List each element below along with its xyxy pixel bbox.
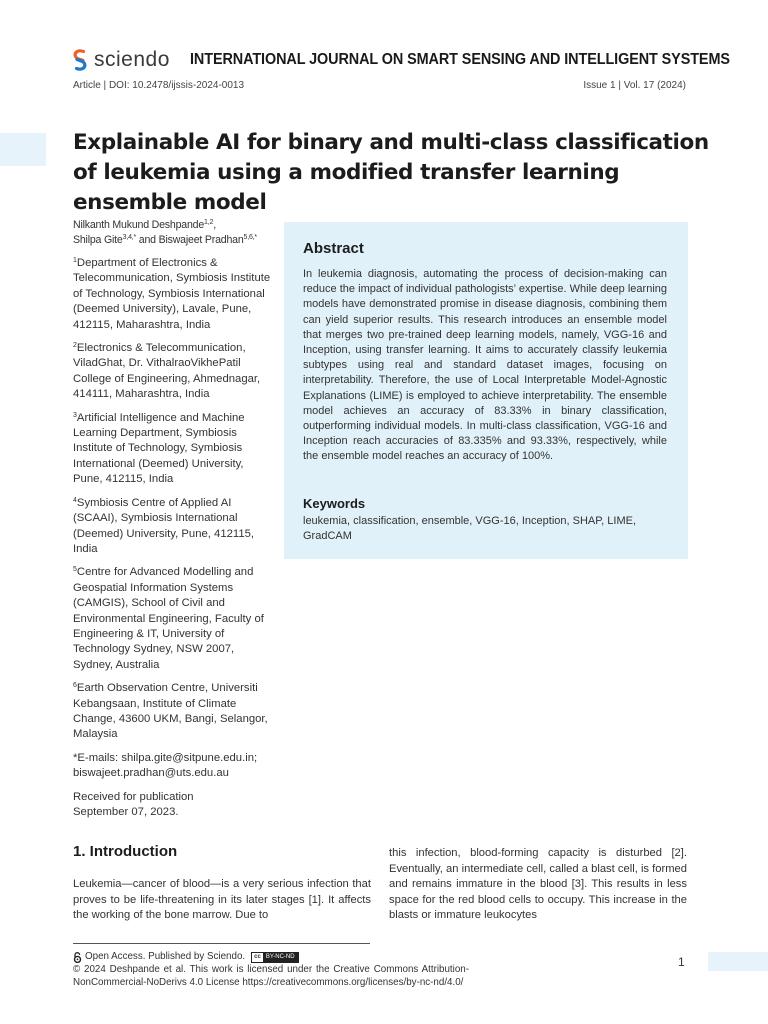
affiliation-text: Symbiosis Centre of Applied AI (SCAAI), Symbiosis International (Deemed) University, Pune, 412115, India: [73, 496, 255, 555]
open-access-lock-icon: [73, 952, 82, 963]
license-text: © 2024 Deshpande et al. This work is licensed under the Creative Commons Attribution-NonCommercial-NoDerivs 4.0 License https://creativecommons.org/licenses/by-nc-nd/4.0/: [73, 963, 469, 988]
publisher-name: sciendo: [94, 48, 170, 71]
decorative-accent-block: [0, 133, 46, 166]
affiliation-number: 6: [73, 682, 77, 690]
affiliation-text: Artificial Intelligence and Machine Learning Department, Symbiosis Institute of Technology, Symbiosis International (Deemed) University, Pune, 412115, India: [73, 411, 245, 486]
affiliation: [73, 565, 273, 673]
keywords-list: leukemia, classification, ensemble, VGG-16, Inception, SHAP, LIME, GradCAM: [303, 515, 637, 543]
email-line[interactable]: *E-mails: shilpa.gite@sitpune.edu.in;: [73, 751, 258, 764]
affiliation-number: 1: [73, 257, 77, 264]
keywords-heading: Keywords: [303, 496, 366, 511]
affiliation: [73, 341, 273, 403]
decorative-accent-block: [708, 952, 768, 971]
affiliation: [73, 496, 273, 558]
received-value: September 07, 2023.: [73, 806, 179, 818]
page-number: 1: [678, 955, 685, 969]
license-footer: [73, 951, 469, 989]
author-name: Biswajeet Pradhan: [158, 234, 244, 246]
abstract-body: In leukemia diagnosis, automating the process of decision-making can reduce the impact of individual pathologists’ expertise. While deep learning models have demonstrated promise in disease diagnosis, combining them can yield superior results. This research introduces an ensemble model that merges two pre-trained deep learning models, namely, VGG-16 and Inception, using transfer learning. It aims to accurately classify leukemia subtypes using real and standard dataset images, focusing on interpretability. Therefore, the use of Local Interpretable Model-Agnostic Explanations (LIME) is employed to achieve interpretability. The ensemble model achieves an accuracy of 83.33% in binary classification, outperforming individual models. In multi-class classification, VGG-16 and Inception reach accuracies of 83.335% and 93.33%, respectively, while the ensemble model reaches an accuracy of 100%.: [303, 268, 667, 463]
paper-title: Explainable AI for binary and multi-class classification of leukemia using a modified transfer learning ensemble model: [73, 130, 709, 215]
open-access-text: Open Access. Published by Sciendo.: [85, 951, 246, 962]
cc-license-type: BY-NC-ND: [263, 953, 298, 962]
author-separator: and: [136, 234, 159, 246]
author-separator: ,: [213, 219, 216, 231]
author-name: Shilpa Gite: [73, 234, 123, 246]
affiliation-number: 3: [73, 411, 77, 419]
received-date: [73, 790, 273, 821]
affiliation-text: Earth Observation Centre, Universiti Kebangsaan, Institute of Climate Change, 43600 UKM, Bangi, Selangor, Malaysia: [73, 682, 268, 741]
received-label: Received for publication: [73, 790, 194, 803]
affiliation-number: 5: [73, 566, 77, 574]
introduction-paragraph-right: this infection, blood-forming capacity is disturbed [2]. Eventually, an intermediate cell, called a blast cell, is formed and remains immature in the blood [3]. This results in less space for the red blood cells to occupy. This increase in the blasts or immature leukocytes: [389, 847, 687, 921]
cc-license-badge[interactable]: [251, 952, 298, 963]
sciendo-logo-icon: [72, 49, 88, 71]
abstract-heading: Abstract: [303, 240, 364, 257]
affiliation-text: Department of Electronics & Telecommunication, Symbiosis Institute of Technology, Symbiosis International (Deemed University), Lavale, Pune, 412115, Maharashtra, India: [73, 257, 271, 331]
affiliation-text: Electronics & Telecommunication, ViladGhat, Dr. VithalraoVikhePatil College of Engineering, Ahmednagar, 414111, Maharashtra, India: [73, 342, 261, 401]
contact-emails: [73, 751, 273, 782]
issue-volume: Issue 1 | Vol. 17 (2024): [583, 80, 686, 91]
email-line[interactable]: biswajeet.pradhan@uts.edu.au: [73, 767, 229, 780]
affiliation: [73, 681, 273, 743]
affiliation-number: 2: [73, 342, 77, 350]
author-affiliation-ref: 5,6,*: [243, 234, 257, 241]
author-affiliation-ref: 1,2: [204, 219, 214, 226]
affiliation-number: 4: [73, 496, 77, 504]
author-info-column: [73, 218, 273, 828]
section-heading-introduction: 1. Introduction: [73, 843, 178, 860]
author-name: Nilkanth Mukund Deshpande: [73, 219, 205, 231]
affiliation-text: Centre for Advanced Modelling and Geospatial Information Systems (CAMGIS), School of Civil and Environmental Engineering, Faculty of Engineering & IT, University of Technology Sydney, NSW 2007, Sydney, Australia: [73, 566, 264, 671]
affiliation: [73, 411, 273, 488]
affiliation: [73, 256, 273, 333]
journal-title: INTERNATIONAL JOURNAL ON SMART SENSING AND INTELLIGENT SYSTEMS: [190, 51, 730, 68]
introduction-paragraph-left: Leukemia—cancer of blood—is a very serious infection that proves to be life-threatening in its later stages [1]. It affects the working of the bone marrow. Due to: [73, 878, 371, 921]
author-affiliation-ref: 3,4,*: [122, 234, 137, 241]
publisher-logo[interactable]: [72, 48, 170, 72]
article-doi: Article | DOI: 10.2478/ijssis-2024-0013: [73, 80, 245, 91]
author-list: [73, 218, 273, 248]
footer-divider: [73, 943, 370, 944]
open-access-line: [73, 951, 469, 964]
cc-icon: cc: [254, 953, 261, 960]
